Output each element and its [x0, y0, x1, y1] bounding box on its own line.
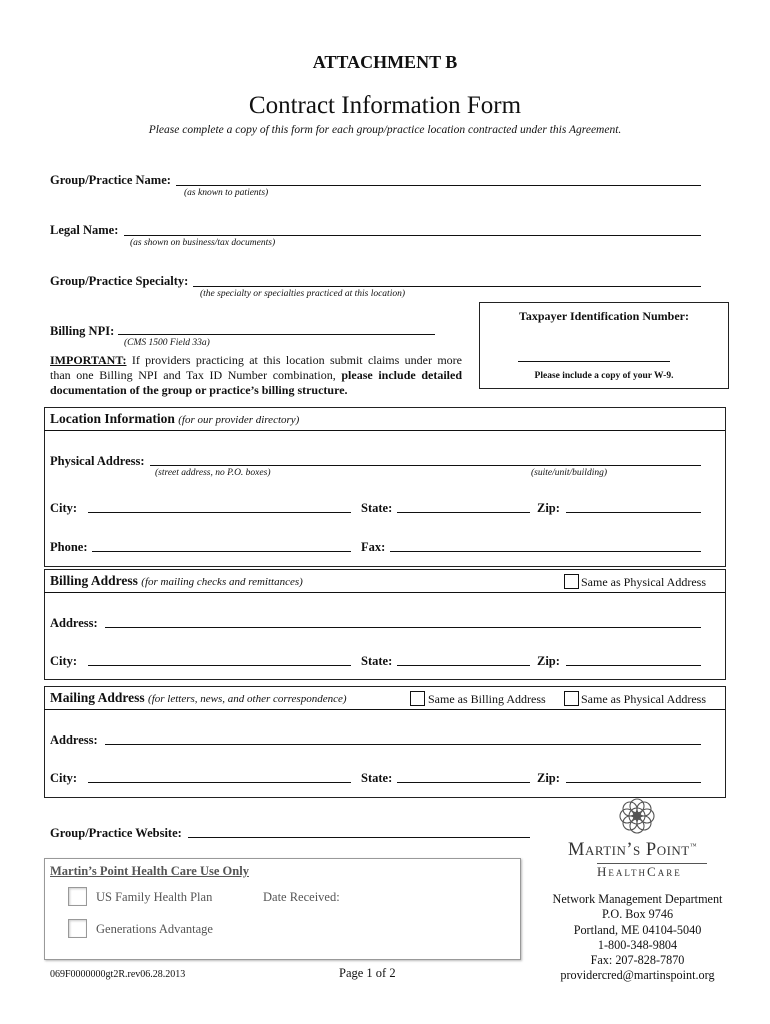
logo-tm: ™: [689, 841, 698, 850]
location-state-label: State:: [361, 501, 393, 515]
location-title: [50, 411, 299, 427]
billing-state-label: State:: [361, 654, 393, 668]
fax-field[interactable]: [390, 551, 701, 552]
location-title-text: Location Information: [50, 411, 175, 426]
taxpayer-field[interactable]: [518, 361, 670, 362]
mailing-same-physical-label: Same as Physical Address: [581, 692, 706, 706]
billing-npi-field[interactable]: [118, 334, 435, 335]
specialty-hint: (the specialty or specialties practiced at this location): [200, 289, 405, 299]
attachment-heading: ATTACHMENT B: [312, 52, 458, 72]
mailing-title-text: Mailing Address: [50, 690, 145, 705]
billing-title-text: Billing Address: [50, 573, 138, 588]
billing-address-field[interactable]: [105, 627, 701, 628]
street-hint: (street address, no P.O. boxes): [155, 468, 271, 478]
legal-name-label: Legal Name:: [50, 223, 119, 237]
mailing-header-divider: [44, 709, 725, 710]
date-received-label: Date Received:: [263, 890, 340, 904]
location-header-divider: [44, 430, 725, 431]
mailing-state-label: State:: [361, 771, 393, 785]
contact-po: P.O. Box 9746: [601, 907, 674, 922]
taxpayer-title: Taxpayer Identification Number:: [518, 309, 689, 323]
suite-hint: (suite/unit/building): [531, 468, 607, 478]
office-use-title: Martin’s Point Health Care Use Only: [50, 864, 249, 878]
mailing-city-label: City:: [50, 771, 78, 785]
fax-label: Fax:: [361, 540, 386, 554]
billing-npi-hint: (CMS 1500 Field 33a): [124, 338, 210, 348]
location-subtitle: (for our provider directory): [178, 414, 300, 426]
us-family-label: US Family Health Plan: [96, 890, 213, 904]
phone-label: Phone:: [50, 540, 88, 554]
important-note: [50, 353, 462, 398]
billing-subtitle: (for mailing checks and remittances): [141, 576, 303, 588]
mailing-subtitle: (for letters, news, and other correspondence): [148, 693, 347, 705]
location-city-field[interactable]: [88, 512, 351, 513]
specialty-label: Group/Practice Specialty:: [50, 274, 189, 288]
taxpayer-note: Please include a copy of your W-9.: [534, 371, 674, 381]
form-title: Contract Information Form: [248, 92, 522, 119]
billing-state-field[interactable]: [397, 665, 530, 666]
mailing-same-billing-checkbox[interactable]: [410, 691, 425, 706]
billing-city-field[interactable]: [88, 665, 351, 666]
contact-fax: Fax: 207-828-7870: [590, 953, 685, 968]
mailing-state-field[interactable]: [397, 782, 530, 783]
mailing-address-field[interactable]: [105, 744, 701, 745]
billing-title: [50, 573, 303, 589]
billing-zip-field[interactable]: [566, 665, 701, 666]
taxpayer-box: [479, 302, 729, 389]
legal-name-field[interactable]: [124, 235, 701, 236]
billing-address-label: Address:: [50, 616, 98, 630]
phone-field[interactable]: [92, 551, 351, 552]
important-emphasis: please include detailed documentation of the group or practice’s billing structure.: [50, 368, 463, 397]
form-code: 069F0000000gt2R.rev06.28.2013: [50, 969, 186, 980]
mailing-city-field[interactable]: [88, 782, 351, 783]
billing-npi-label: Billing NPI:: [50, 324, 115, 338]
billing-city-label: City:: [50, 654, 78, 668]
contact-phone: 1-800-348-9804: [597, 937, 678, 952]
mailing-address-label: Address:: [50, 733, 98, 747]
billing-header-divider: [44, 592, 725, 593]
group-name-label: Group/Practice Name:: [50, 173, 171, 187]
location-zip-field[interactable]: [566, 512, 701, 513]
form-instructions: Please complete a copy of this form for each group/practice location contracted under this Agreement.: [148, 124, 622, 136]
physical-address-label: Physical Address:: [50, 454, 145, 468]
generations-checkbox[interactable]: [68, 919, 87, 938]
location-zip-label: Zip:: [537, 501, 560, 515]
mailing-zip-field[interactable]: [566, 782, 701, 783]
mailing-same-physical-checkbox[interactable]: [564, 691, 579, 706]
logo-name-text: Martin’s Point: [568, 840, 690, 860]
logo-name: [568, 840, 697, 861]
mailing-title: [50, 690, 347, 706]
location-city-label: City:: [50, 501, 78, 515]
important-text: If providers practicing at this location submit claims under more than one Billing NPI and Tax ID Number combination,: [50, 353, 462, 382]
specialty-field[interactable]: [193, 286, 701, 287]
contact-dept: Network Management Department: [552, 892, 723, 906]
contact-block: [530, 892, 745, 984]
important-lead: IMPORTANT:: [50, 353, 127, 367]
logo-tagline: HealthCare: [597, 864, 682, 879]
website-label: Group/Practice Website:: [50, 826, 182, 840]
generations-label: Generations Advantage: [96, 922, 213, 936]
mailing-zip-label: Zip:: [537, 771, 560, 785]
mandala-logo-icon: [618, 797, 656, 835]
billing-same-physical-label: Same as Physical Address: [581, 575, 706, 589]
contact-city: Portland, ME 04104-5040: [573, 922, 702, 937]
website-field[interactable]: [188, 837, 530, 838]
billing-same-physical-checkbox[interactable]: [564, 574, 579, 589]
physical-address-field[interactable]: [150, 465, 701, 466]
us-family-checkbox[interactable]: [68, 887, 87, 906]
location-state-field[interactable]: [397, 512, 530, 513]
mailing-same-billing-label: Same as Billing Address: [428, 692, 546, 706]
contact-email[interactable]: providercred@martinspoint.org: [560, 968, 715, 983]
legal-name-hint: (as shown on business/tax documents): [130, 238, 276, 248]
group-name-field[interactable]: [176, 185, 701, 186]
group-name-hint: (as known to patients): [184, 188, 269, 198]
page-number: Page 1 of 2: [339, 966, 396, 980]
billing-zip-label: Zip:: [537, 654, 560, 668]
